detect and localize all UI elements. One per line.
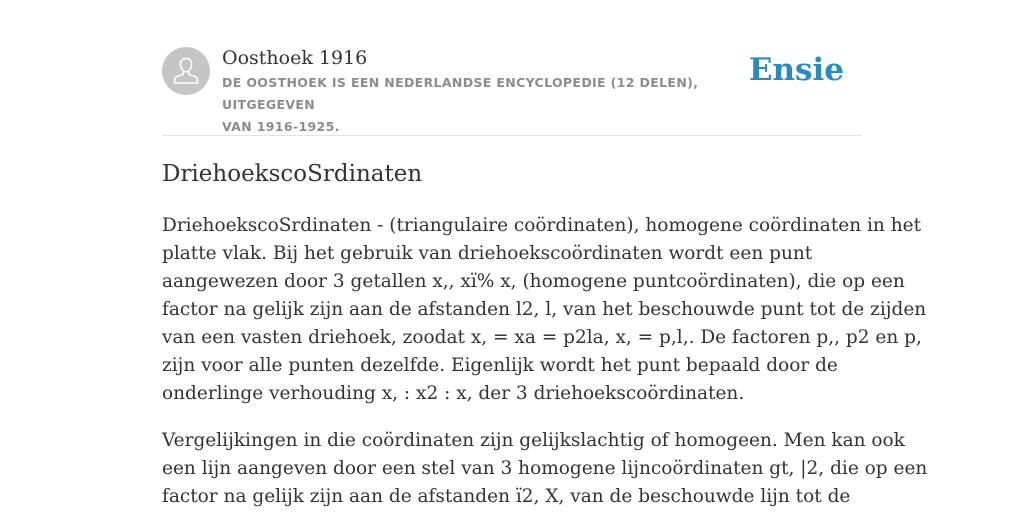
- source-description: [222, 72, 762, 138]
- header-divider: [162, 135, 862, 136]
- user-silhouette-icon: [162, 47, 210, 95]
- article-paragraph: [162, 212, 927, 408]
- paragraph-line: een lijn aangeven door een stel van 3 homogene lijncoördinaten gt, |2, die op een: [162, 458, 928, 479]
- paragraph-line: Vergelijkingen in die coördinaten zijn gelijkslachtig of homogeen. Men kan ook: [162, 430, 905, 451]
- paragraph-line: van een vasten driehoek, zoodat x, = xa = p2la, x, = p,l,. De factoren p,, p2 en p,: [162, 327, 922, 348]
- paragraph-line: factor na gelijk zijn aan de afstanden ï2, X, van de beschouwde lijn tot de: [162, 486, 851, 507]
- paragraph-line: zijn voor alle punten dezelfde. Eigenlijk wordt het punt bepaald door de: [162, 355, 838, 376]
- source-avatar[interactable]: [162, 47, 210, 95]
- paragraph-line: DriehoekscoSrdinaten - (triangulaire coördinaten), homogene coördinaten in het: [162, 215, 922, 236]
- article-body: [162, 212, 928, 512]
- source-name[interactable]: Oosthoek 1916: [222, 47, 368, 69]
- ensie-logo-link[interactable]: Ensie: [748, 52, 844, 88]
- paragraph-line: factor na gelijk zijn aan de afstanden l2, l, van het beschouwde punt tot de zijden: [162, 299, 927, 320]
- source-description-line: DE OOSTHOEK IS EEN NEDERLANDSE ENCYCLOPEDIE (12 DELEN), UITGEGEVEN: [222, 75, 699, 112]
- paragraph-line: aangewezen door 3 getallen x,, xï% x, (homogene puntcoördinaten), die op een: [162, 271, 905, 292]
- source-header: [162, 46, 862, 134]
- paragraph-line: platte vlak. Bij het gebruik van driehoekscoördinaten wordt een punt: [162, 243, 813, 264]
- source-description-line: VAN 1916-1925.: [222, 119, 340, 134]
- article-paragraph: [162, 427, 928, 511]
- article-title: DriehoekscoSrdinaten: [162, 161, 423, 187]
- paragraph-line: onderlinge verhouding x, : x2 : x, der 3 driehoekscoördinaten.: [162, 383, 745, 404]
